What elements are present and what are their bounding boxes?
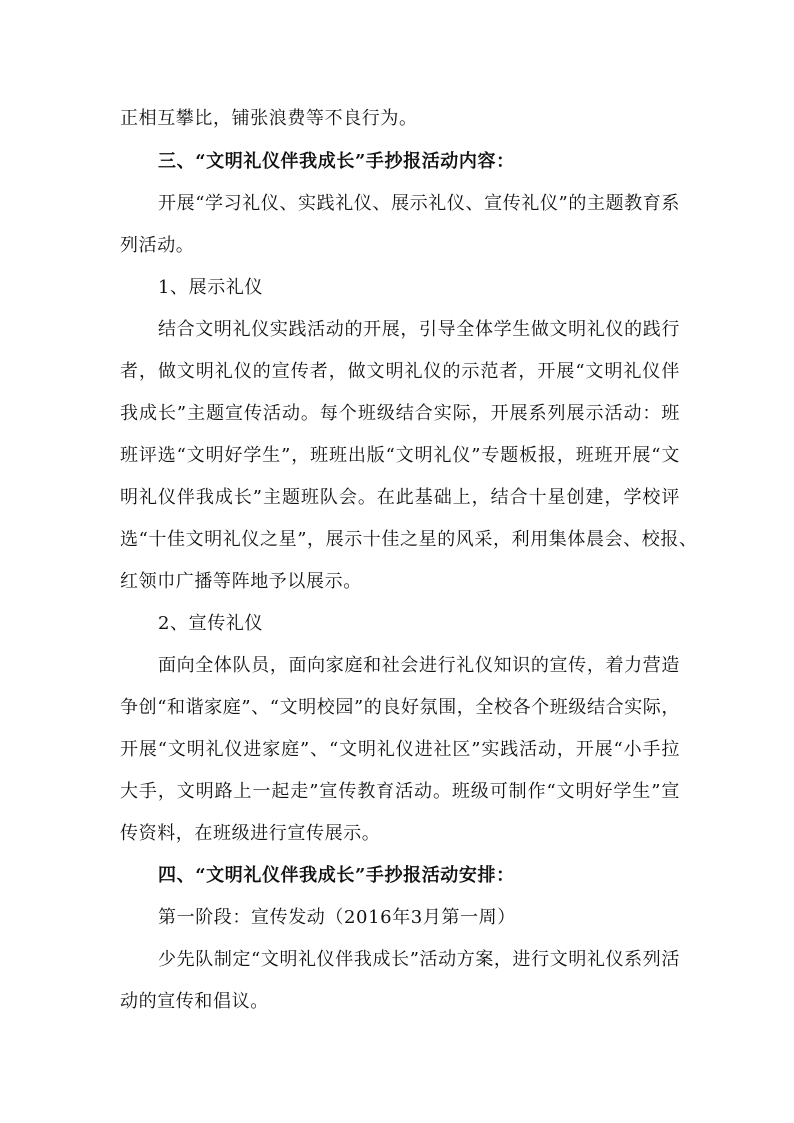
paragraph-line: 列活动。	[120, 235, 195, 256]
stage-heading-1: 第一阶段：宣传发动（2016年3月第一周）	[158, 907, 516, 928]
subsection-heading-1: 1、展示礼仪	[158, 277, 264, 298]
paragraph-line: 争创“和谐家庭”、“文明校园”的良好氛围，全校各个班级结合实际，	[120, 697, 681, 718]
section-heading-4: 四、“文明礼仪伴我成长”手抄报活动安排：	[158, 865, 515, 886]
subsection-heading-2: 2、宣传礼仪	[158, 613, 264, 634]
paragraph-line: 开展“文明礼仪进家庭”、“文明礼仪进社区”实践活动，开展“小手拉	[120, 739, 680, 760]
paragraph-line: 传资料，在班级进行宣传展示。	[120, 823, 381, 844]
paragraph-line: 我成长”主题宣传活动。每个班级结合实际，开展系列展示活动：班	[120, 403, 680, 424]
paragraph-line: 面向全体队员，面向家庭和社会进行礼仪知识的宣传，着力营造	[158, 655, 680, 676]
paragraph-line: 开展“学习礼仪、实践礼仪、展示礼仪、宣传礼仪”的主题教育系	[158, 193, 680, 214]
paragraph-line: 者，做文明礼仪的宣传者，做文明礼仪的示范者，开展“文明礼仪伴	[120, 361, 680, 382]
paragraph-line: 班评选“文明好学生”，班班出版“文明礼仪”专题板报，班班开展“文	[120, 445, 680, 466]
paragraph-line: 红领巾广播等阵地予以展示。	[120, 571, 362, 592]
paragraph-line: 动的宣传和倡议。	[120, 991, 269, 1012]
section-heading-3: 三、“文明礼仪伴我成长”手抄报活动内容：	[158, 151, 515, 172]
paragraph-line: 明礼仪伴我成长”主题班队会。在此基础上，结合十星创建，学校评	[120, 487, 680, 508]
paragraph-line: 少先队制定“文明礼仪伴我成长”活动方案，进行文明礼仪系列活	[158, 949, 680, 970]
paragraph-line: 结合文明礼仪实践活动的开展，引导全体学生做文明礼仪的践行	[158, 319, 680, 340]
paragraph-line: 大手，文明路上一起走”宣传教育活动。班级可制作“文明好学生”宣	[120, 781, 680, 802]
paragraph-line: 选“十佳文明礼仪之星”，展示十佳之星的风采，利用集体晨会、校报、	[120, 529, 698, 550]
text-line-continuation: 正相互攀比，铺张浪费等不良行为。	[120, 108, 418, 129]
